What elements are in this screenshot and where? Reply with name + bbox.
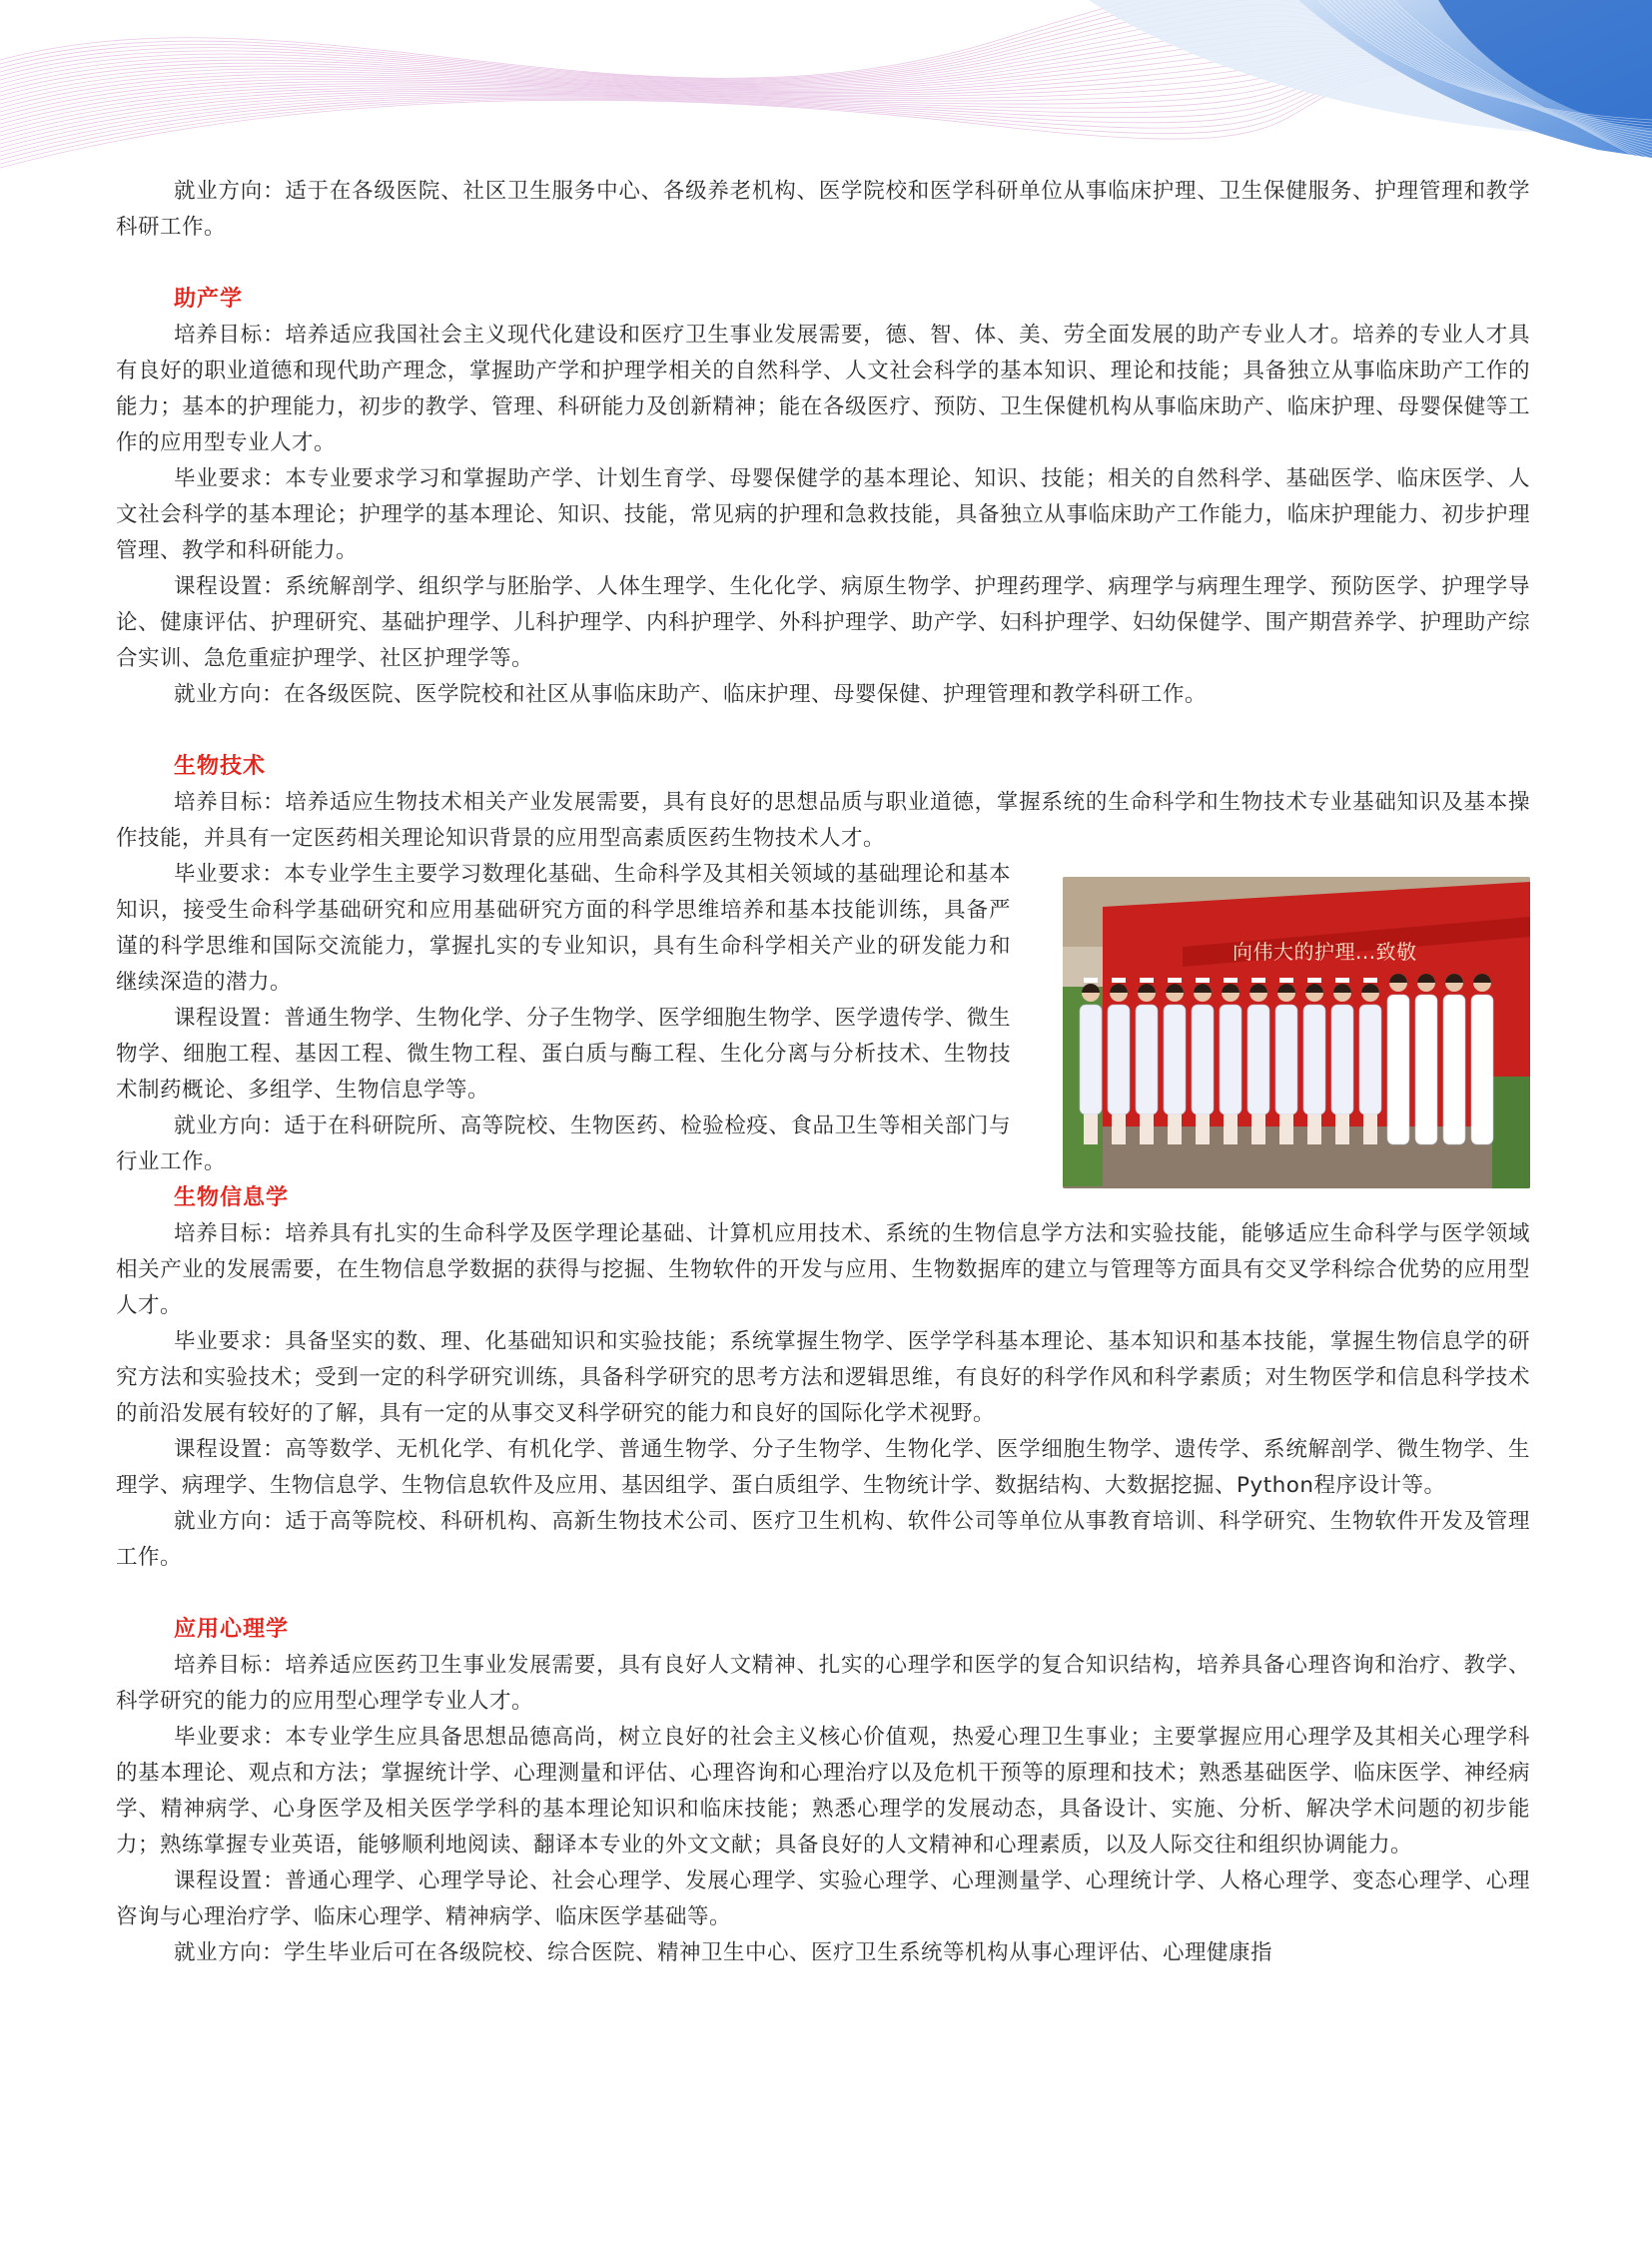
photo-banner-text: 向伟大的护理...致敬: [1233, 940, 1417, 964]
intro-employment: 就业方向：适于在各级医院、社区卫生服务中心、各级养老机构、医学院校和医学科研单位从事临床护理、卫生保健服务、护理管理和教学科研工作。: [116, 179, 1530, 240]
section-title-bioinformatics: 生物信息学: [174, 1185, 290, 1210]
paragraph: 就业方向：适于高等院校、科研机构、高新生物技术公司、医疗卫生机构、软件公司等单位从事教育培训、科学研究、生物软件开发及管理工作。: [116, 1509, 1530, 1570]
paragraph: 就业方向：适于在科研院所、高等院校、生物医药、检验检疫、食品卫生等相关部门与行业工作。: [116, 1114, 1011, 1174]
paragraph: 培养目标：培养具有扎实的生命科学及医学理论基础、计算机应用技术、系统的生物信息学方法和实验技能，能够适应生命科学与医学领域相关产业的发展需要，在生物信息学数据的获得与挖掘、生物软件的开发与应用、生物数据库的建立与管理等方面具有交叉学科综合优势的应用型人才。: [116, 1221, 1530, 1318]
photo-person: [1443, 974, 1465, 1144]
paragraph: 毕业要求：本专业学生主要学习数理化基础、生命科学及其相关领域的基础理论和基本知识，接受生命科学基础研究和应用基础研究方面的科学思维培养和基本技能训练，具备严谨的科学思维和国际交流能力，掌握扎实的专业知识，具有生命科学相关产业的研发能力和继续深造的潜力。: [116, 862, 1011, 995]
paragraph: 就业方向：学生毕业后可在各级院校、综合医院、精神卫生中心、医疗卫生系统等机构从事心理评估、心理健康指: [174, 1940, 1273, 1965]
photo-person: [1471, 974, 1493, 1144]
photo-person: [1415, 974, 1437, 1144]
paragraph: 培养目标：培养适应我国社会主义现代化建设和医疗卫生事业发展需要，德、智、体、美、劳全面发展的助产专业人才。培养的专业人才具有良好的职业道德和现代助产理念，掌握助产学和护理学相关的自然科学、人文社会科学的基本知识、理论和技能；具备独立从事临床助产工作的能力；基本的护理能力，初步的教学、管理、科研能力及创新精神；能在各级医疗、预防、卫生保健机构从事临床助产、临床护理、母婴保健等工作的应用型专业人才。: [116, 323, 1530, 455]
paragraph: 课程设置：系统解剖学、组织学与胚胎学、人体生理学、生化化学、病原生物学、护理药理学、病理学与病理生理学、预防医学、护理学导论、健康评估、护理研究、基础护理学、儿科护理学、内科护理学、外科护理学、助产学、妇科护理学、妇幼保健学、围产期营养学、护理助产综合实训、急危重症护理学、社区护理学等。: [116, 574, 1530, 671]
section-title-biotech: 生物技术: [174, 754, 267, 779]
paragraph: 课程设置：高等数学、无机化学、有机化学、普通生物学、分子生物学、生物化学、医学细胞生物学、遗传学、系统解剖学、微生物学、生理学、病理学、生物信息学、生物信息软件及应用、基因组学、蛋白质组学、生物统计学、数据结构、大数据挖掘、Python程序设计等。: [116, 1437, 1530, 1498]
photo-person: [1387, 974, 1409, 1144]
document-body: [116, 174, 1530, 1971]
paragraph: 课程设置：普通心理学、心理学导论、社会心理学、发展心理学、实验心理学、心理测量学、心理统计学、人格心理学、变态心理学、心理咨询与心理治疗学、临床心理学、精神病学、临床医学基础等。: [116, 1868, 1530, 1929]
section-title-applied-psychology: 应用心理学: [174, 1617, 290, 1642]
paragraph: 毕业要求：本专业要求学习和掌握助产学、计划生育学、母婴保健学的基本理论、知识、技能；相关的自然科学、基础医学、临床医学、人文社会科学的基本理论；护理学的基本理论、知识、技能，常见病的护理和急救技能，具备独立从事临床助产工作能力，临床护理能力、初步护理管理、教学和科研能力。: [116, 466, 1530, 563]
paragraph: 就业方向：在各级医院、医学院校和社区从事临床助产、临床护理、母婴保健、护理管理和教学科研工作。: [174, 682, 1208, 707]
paragraph: 培养目标：培养适应生物技术相关产业发展需要，具有良好的思想品质与职业道德，掌握系统的生命科学和生物技术专业基础知识及基本操作技能，并具有一定医药相关理论知识背景的应用型高素质医药生物技术人才。: [116, 790, 1530, 851]
group-photo-nursing-students: [1063, 877, 1530, 1188]
paragraph: 毕业要求：本专业学生应具备思想品德高尚，树立良好的社会主义核心价值观，热爱心理卫生事业；主要掌握应用心理学及其相关心理学科的基本理论、观点和方法；掌握统计学、心理测量和评估、心理咨询和心理治疗以及危机干预等的原理和技术；熟悉基础医学、临床医学、神经病学、精神病学、心身医学及相关医学学科的基本理论知识和临床技能；熟悉心理学的发展动态，具备设计、实施、分析、解决学术问题的初步能力；熟练掌握专业英语，能够顺利地阅读、翻译本专业的外文文献；具备良好的人文精神和心理素质，以及人际交往和组织协调能力。: [116, 1725, 1530, 1858]
paragraph: 毕业要求：具备坚实的数、理、化基础知识和实验技能；系统掌握生物学、医学学科基本理论、基本知识和基本技能，掌握生物信息学的研究方法和实验技术；受到一定的科学研究训练，具备科学研究的思考方法和逻辑思维，有良好的科学作风和科学素质；对生物医学和信息科学技术的前沿发展有较好的了解，具有一定的从事交叉科学研究的能力和良好的国际化学术视野。: [116, 1329, 1530, 1426]
header-wave-decoration: [0, 0, 1652, 200]
section-title-midwifery: 助产学: [174, 287, 244, 312]
paragraph: 培养目标：培养适应医药卫生事业发展需要，具有良好人文精神、扎实的心理学和医学的复合知识结构，培养具备心理咨询和治疗、教学、科学研究的能力的应用型心理学专业人才。: [116, 1653, 1530, 1714]
paragraph: 课程设置：普通生物学、生物化学、分子生物学、医学细胞生物学、医学遗传学、微生物学、细胞工程、基因工程、微生物工程、蛋白质与酶工程、生化分离与分析技术、生物技术制药概论、多组学、生物信息学等。: [116, 1006, 1011, 1103]
